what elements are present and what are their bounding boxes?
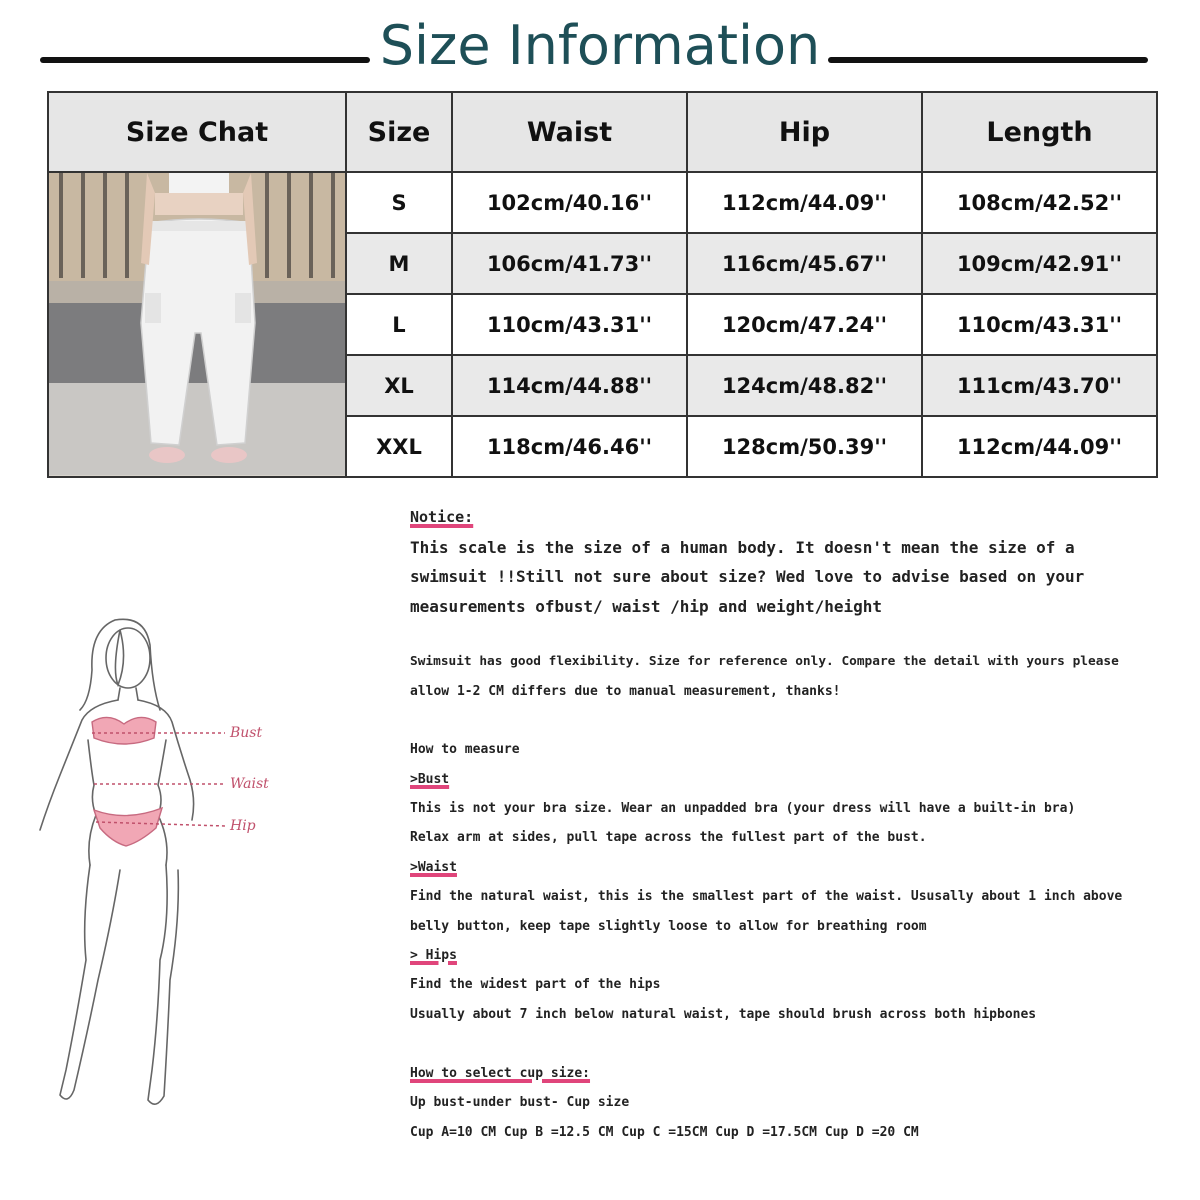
cup-size-text-1: Up bust-under bust- Cup size bbox=[410, 1095, 630, 1110]
table-header-row bbox=[48, 92, 1157, 172]
cell-waist: 118cm/46.46'' bbox=[452, 416, 687, 477]
title-rule-right bbox=[828, 57, 1148, 63]
waist-text-1: Find the natural waist, this is the smallest part of the waist. Ususally about 1 inch above bbox=[410, 889, 1123, 904]
title-rule-left bbox=[40, 57, 370, 63]
header-length: Length bbox=[922, 92, 1157, 172]
waist-heading: >Waist bbox=[410, 860, 457, 875]
cell-hip: 124cm/48.82'' bbox=[687, 355, 922, 416]
hips-text-1: Find the widest part of the hips bbox=[410, 977, 661, 992]
cell-waist: 110cm/43.31'' bbox=[452, 294, 687, 355]
notice-text-1: This scale is the size of a human body. It doesn't mean the size of a bbox=[410, 538, 1075, 557]
cell-size: M bbox=[346, 233, 452, 294]
bust-heading: >Bust bbox=[410, 772, 450, 787]
cell-size: S bbox=[346, 172, 452, 233]
bust-label: Bust bbox=[230, 725, 263, 741]
table-row bbox=[48, 172, 1157, 233]
cell-hip: 128cm/50.39'' bbox=[687, 416, 922, 477]
body-diagram-illustration bbox=[20, 600, 320, 1120]
cell-waist: 102cm/40.16'' bbox=[452, 172, 687, 233]
cup-size-text-2: Cup A=10 CM Cup B =12.5 CM Cup C =15CM Cup D =17.5CM Cup D =20 CM bbox=[410, 1125, 919, 1140]
measurement-figure bbox=[20, 600, 320, 1120]
header-hip: Hip bbox=[687, 92, 922, 172]
size-table bbox=[47, 91, 1158, 478]
header-size: Size bbox=[346, 92, 452, 172]
notice-text-2: swimsuit !!Still not sure about size? Wed love to advise based on your bbox=[410, 567, 1085, 586]
cell-length: 110cm/43.31'' bbox=[922, 294, 1157, 355]
hips-heading: > Hips bbox=[410, 948, 457, 963]
cell-length: 111cm/43.70'' bbox=[922, 355, 1157, 416]
model-photo-image bbox=[49, 173, 345, 475]
hip-label: Hip bbox=[230, 818, 256, 834]
cell-waist: 106cm/41.73'' bbox=[452, 233, 687, 294]
product-photo bbox=[48, 172, 346, 477]
cell-size: XXL bbox=[346, 416, 452, 477]
cell-waist: 114cm/44.88'' bbox=[452, 355, 687, 416]
cell-size: XL bbox=[346, 355, 452, 416]
cell-length: 112cm/44.09'' bbox=[922, 416, 1157, 477]
cell-length: 108cm/42.52'' bbox=[922, 172, 1157, 233]
header bbox=[0, 0, 1200, 90]
waist-text-2: belly button, keep tape slightly loose to allow for breathing room bbox=[410, 919, 927, 934]
cell-hip: 120cm/47.24'' bbox=[687, 294, 922, 355]
page-title: Size Information bbox=[379, 14, 821, 77]
hips-text-2: Usually about 7 inch below natural waist, tape should brush across both hipbones bbox=[410, 1007, 1037, 1022]
notice-text-3: measurements ofbust/ waist /hip and weight/height bbox=[410, 597, 883, 616]
notice-heading: Notice: bbox=[410, 508, 474, 526]
cell-size: L bbox=[346, 294, 452, 355]
flexibility-text-2: allow 1-2 CM differs due to manual measurement, thanks! bbox=[410, 684, 841, 699]
how-to-measure: How to measure bbox=[410, 742, 520, 757]
cell-hip: 112cm/44.09'' bbox=[687, 172, 922, 233]
header-waist: Waist bbox=[452, 92, 687, 172]
header-size-chat: Size Chat bbox=[48, 92, 346, 172]
bust-text-2: Relax arm at sides, pull tape across the fullest part of the bust. bbox=[410, 830, 927, 845]
cell-length: 109cm/42.91'' bbox=[922, 233, 1157, 294]
bust-text-1: This is not your bra size. Wear an unpadded bra (your dress will have a built-in bra) bbox=[410, 801, 1076, 816]
waist-label: Waist bbox=[230, 776, 269, 792]
cell-hip: 116cm/45.67'' bbox=[687, 233, 922, 294]
cup-size-heading: How to select cup size: bbox=[410, 1066, 591, 1081]
flexibility-text-1: Swimsuit has good flexibility. Size for reference only. Compare the detail with yours please bbox=[410, 654, 1119, 669]
